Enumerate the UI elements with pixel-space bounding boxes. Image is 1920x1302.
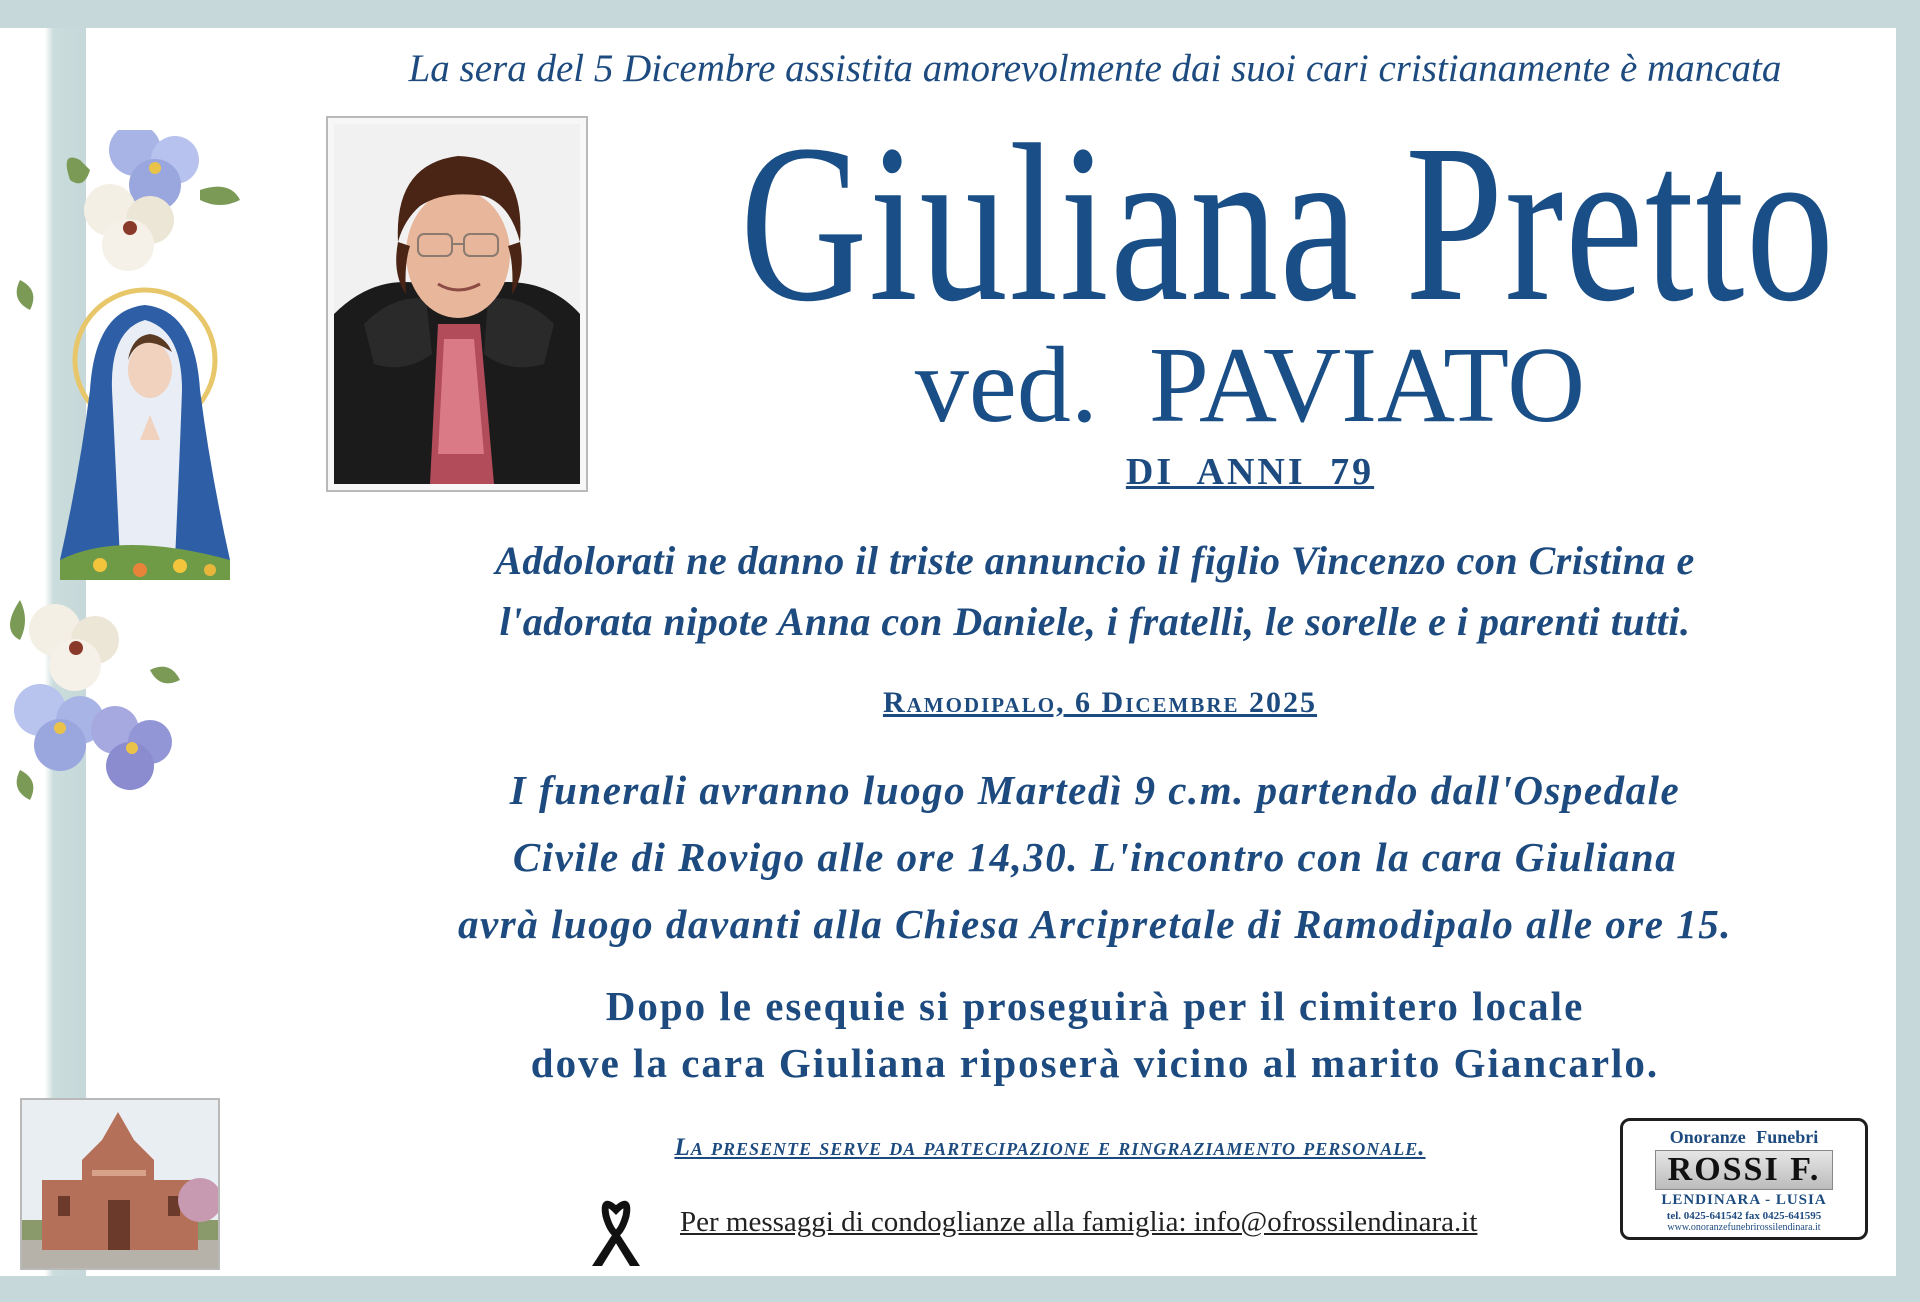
- condolence-contact-link[interactable]: Per messaggi di condoglianze alla famiglia: info@ofrossilendinara.it: [680, 1206, 1478, 1238]
- black-ribbon-icon: [588, 1196, 644, 1268]
- intro-line: La sera del 5 Dicembre assistita amorevolmente dai suoi cari cristianamente è mancata: [408, 47, 1782, 90]
- logo-phones: tel. 0425-641542 fax 0425-641595: [1666, 1210, 1822, 1222]
- announcement-paragraph: [330, 530, 1860, 652]
- logo-line1: Onoranze Funebri: [1669, 1127, 1819, 1147]
- burial-line: dove la cara Giuliana riposerà vicino al marito Giancarlo.: [530, 1040, 1660, 1086]
- pansy-flowers-decoration: [0, 130, 280, 810]
- logo-towns: LENDINARA - LUSIA: [1661, 1192, 1827, 1208]
- burial-paragraph: [330, 978, 1860, 1092]
- funeral-line: Civile di Rovigo alle ore 14,30. L'incontro con la cara Giuliana: [512, 834, 1678, 880]
- deceased-name: Giuliana Pretto: [740, 98, 1836, 348]
- funeral-paragraph: [330, 757, 1860, 958]
- age-line: DI ANNI 79: [1125, 451, 1375, 493]
- married-name: ved. PAVIATO: [914, 326, 1586, 445]
- announcement-line: l'adorata nipote Anna con Daniele, i fratelli, le sorelle e i parenti tutti.: [499, 599, 1691, 644]
- funeral-line: I funerali avranno luogo Martedì 9 c.m. partendo dall'Ospedale: [509, 767, 1681, 813]
- announcement-line: Addolorati ne danno il triste annuncio il figlio Vincenzo con Cristina e: [495, 538, 1695, 583]
- burial-line: Dopo le esequie si proseguirà per il cimitero locale: [605, 983, 1585, 1029]
- deceased-photo: [326, 116, 588, 492]
- thanks-line: La presente serve da partecipazione e ringraziamento personale.: [674, 1134, 1426, 1161]
- church-photo: [20, 1098, 220, 1270]
- portrait-image: [334, 124, 580, 484]
- funeral-line: avrà luogo davanti alla Chiesa Arcipretale di Ramodipalo alle ore 15.: [458, 901, 1732, 947]
- logo-website: www.onoranzefunebrirossilendinara.it: [1667, 1222, 1821, 1233]
- pansy-flower: [91, 706, 172, 790]
- logo-name: ROSSI F.: [1655, 1150, 1834, 1190]
- madonna-figure: [60, 290, 230, 580]
- place-date: Ramodipalo, 6 Dicembre 2025: [882, 686, 1318, 719]
- pansy-flower: [14, 684, 104, 771]
- pansy-flower: [29, 604, 119, 691]
- funeral-home-logo: [1620, 1118, 1868, 1240]
